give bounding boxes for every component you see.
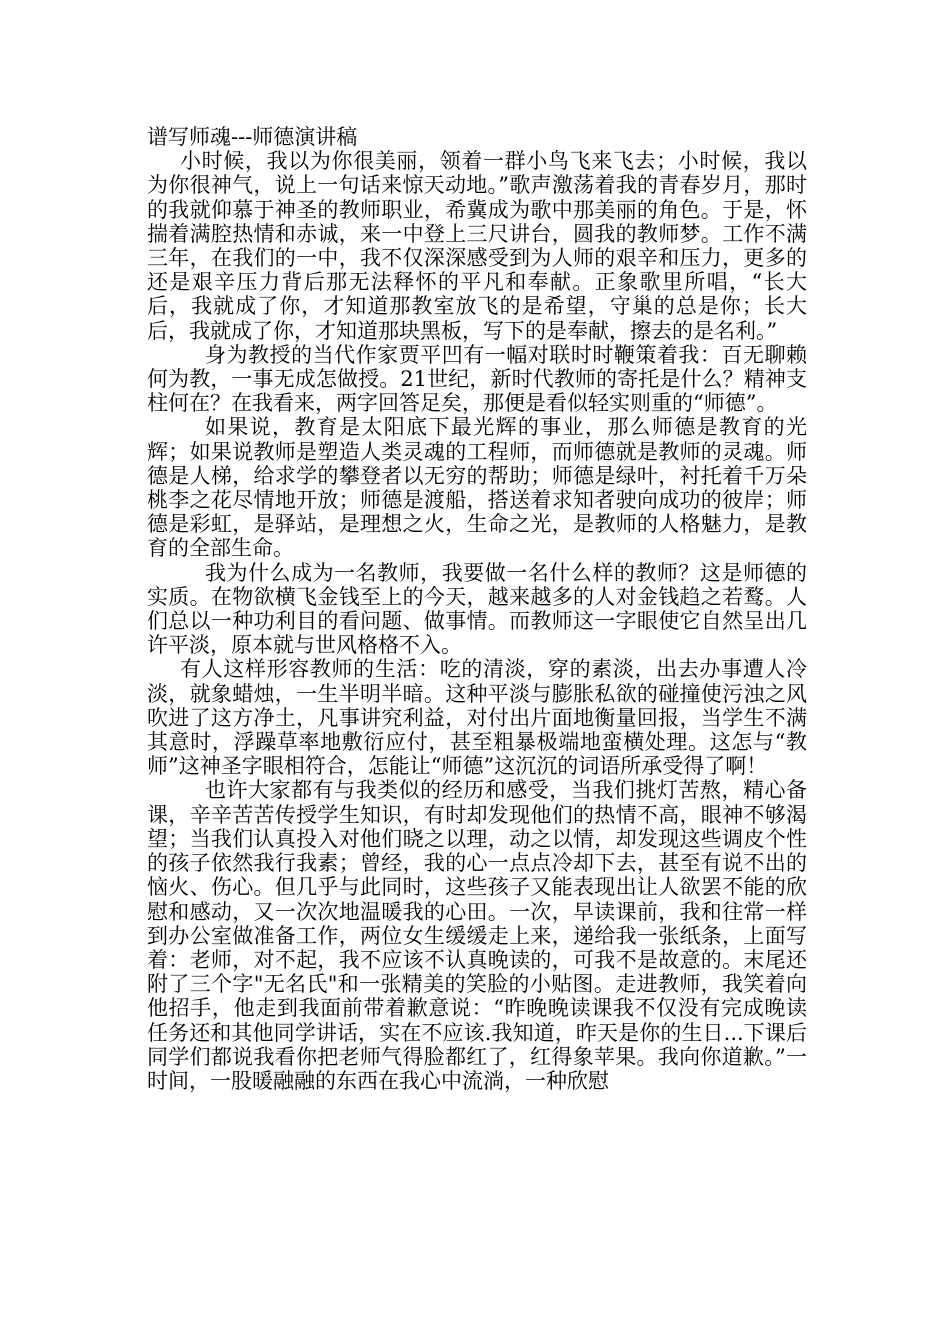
- document-page: [147, 125, 807, 1093]
- paragraph-couplet: 身为教授的当代作家贾平凹有一幅对联时时鞭策着我：百无聊赖何为教，一事无成怎做授。21世纪，新时代教师的寄托是什么？精神支柱何在？在我看来，两字回答足矣，那便是看似轻实则重的“师德”。: [147, 342, 807, 416]
- paragraph-why-teacher: 我为什么成为一名教师，我要做一名什么样的教师？这是师德的实质。在物欲横飞金钱至上的今天，越来越多的人对金钱趋之若鹜。人们总以一种功利目的看问题、做事情。而教师这一字眼使它自然呈出几许平淡，原本就与世风格格不入。: [147, 560, 807, 658]
- paragraph-student-story: 也许大家都有与我类似的经历和感受，当我们挑灯苦熬，精心备课，辛辛苦苦传授学生知识，有时却发现他们的热情不高，眼神不够渴望；当我们认真投入对他们晓之以理，动之以情，却发现这些调皮个性的孩子依然我行我素；曾经，我的心一点点冷却下去，甚至有说不出的恼火、伤心。但几乎与此同时，这些孩子又能表现出让人欲罢不能的欣慰和感动，又一次次地温暖我的心田。一次，早读课前，我和往常一样到办公室做准备工作，两位女生缓缓走上来，递给我一张纸条，上面写着：老师，对不起，我不应该不认真晚读的，可我不是故意的。末尾还附了三个字"无名氏"和一张精美的笑脸的小贴图。走进教师，我笑着向他招手，他走到我面前带着歉意说：“昨晚晚读课我不仅没有完成晚读任务还和其他同学讲话，实在不应该.我知道，昨天是你的生日...下课后同学们都说我看你把老师气得脸都红了，红得象苹果。我向你道歉。”一时间，一股暖融融的东西在我心中流淌，一种欣慰: [147, 778, 807, 1093]
- paragraph-childhood-song: 小时候，我以为你很美丽，领着一群小鸟飞来飞去；小时候，我以为你很神气，说上一句话来惊天动地。”歌声激荡着我的青春岁月，那时的我就仰慕于神圣的教师职业，希冀成为歌中那美丽的角色。于是，怀揣着满腔热情和赤诚，来一中登上三尺讲台，圆我的教师梦。工作不满三年，在我们的一中，我不仅深深感受到为人师的艰辛和压力，更多的还是艰辛压力背后那无法释怀的平凡和奉献。正象歌里所唱，“长大后，我就成了你，才知道那教室放飞的是希望，守巢的总是你；长大后，我就成了你，才知道那块黑板，写下的是奉献，擦去的是名利。”: [147, 149, 807, 343]
- paragraph-teacher-ethics-metaphors: 如果说，教育是太阳底下最光辉的事业，那么师德是教育的光辉；如果说教师是塑造人类灵魂的工程师，而师德就是教师的灵魂。师德是人梯，给求学的攀登者以无穷的帮助；师德是绿叶，衬托着千万朵桃李之花尽情地开放；师德是渡船，搭送着求知者驶向成功的彼岸；师德是彩虹，是驿站，是理想之火，生命之光，是教师的人格魅力，是教育的全部生命。: [147, 415, 807, 561]
- document-title: 谱写师魂---师德演讲稿: [147, 125, 358, 149]
- paragraph-teacher-life: 有人这样形容教师的生活：吃的清淡，穿的素淡，出去办事遭人冷淡，就象蜡烛，一生半明半暗。这种平淡与膨胀私欲的碰撞使污浊之风吹进了这方净土，凡事讲究利益，对付出片面地衡量回报，当学生不满其意时，浮躁草率地敷衍应付，甚至粗暴极端地蛮横处理。这怎与“教师”这神圣字眼相符合，怎能让“师德”这沉沉的词语所承受得了啊！: [147, 657, 807, 779]
